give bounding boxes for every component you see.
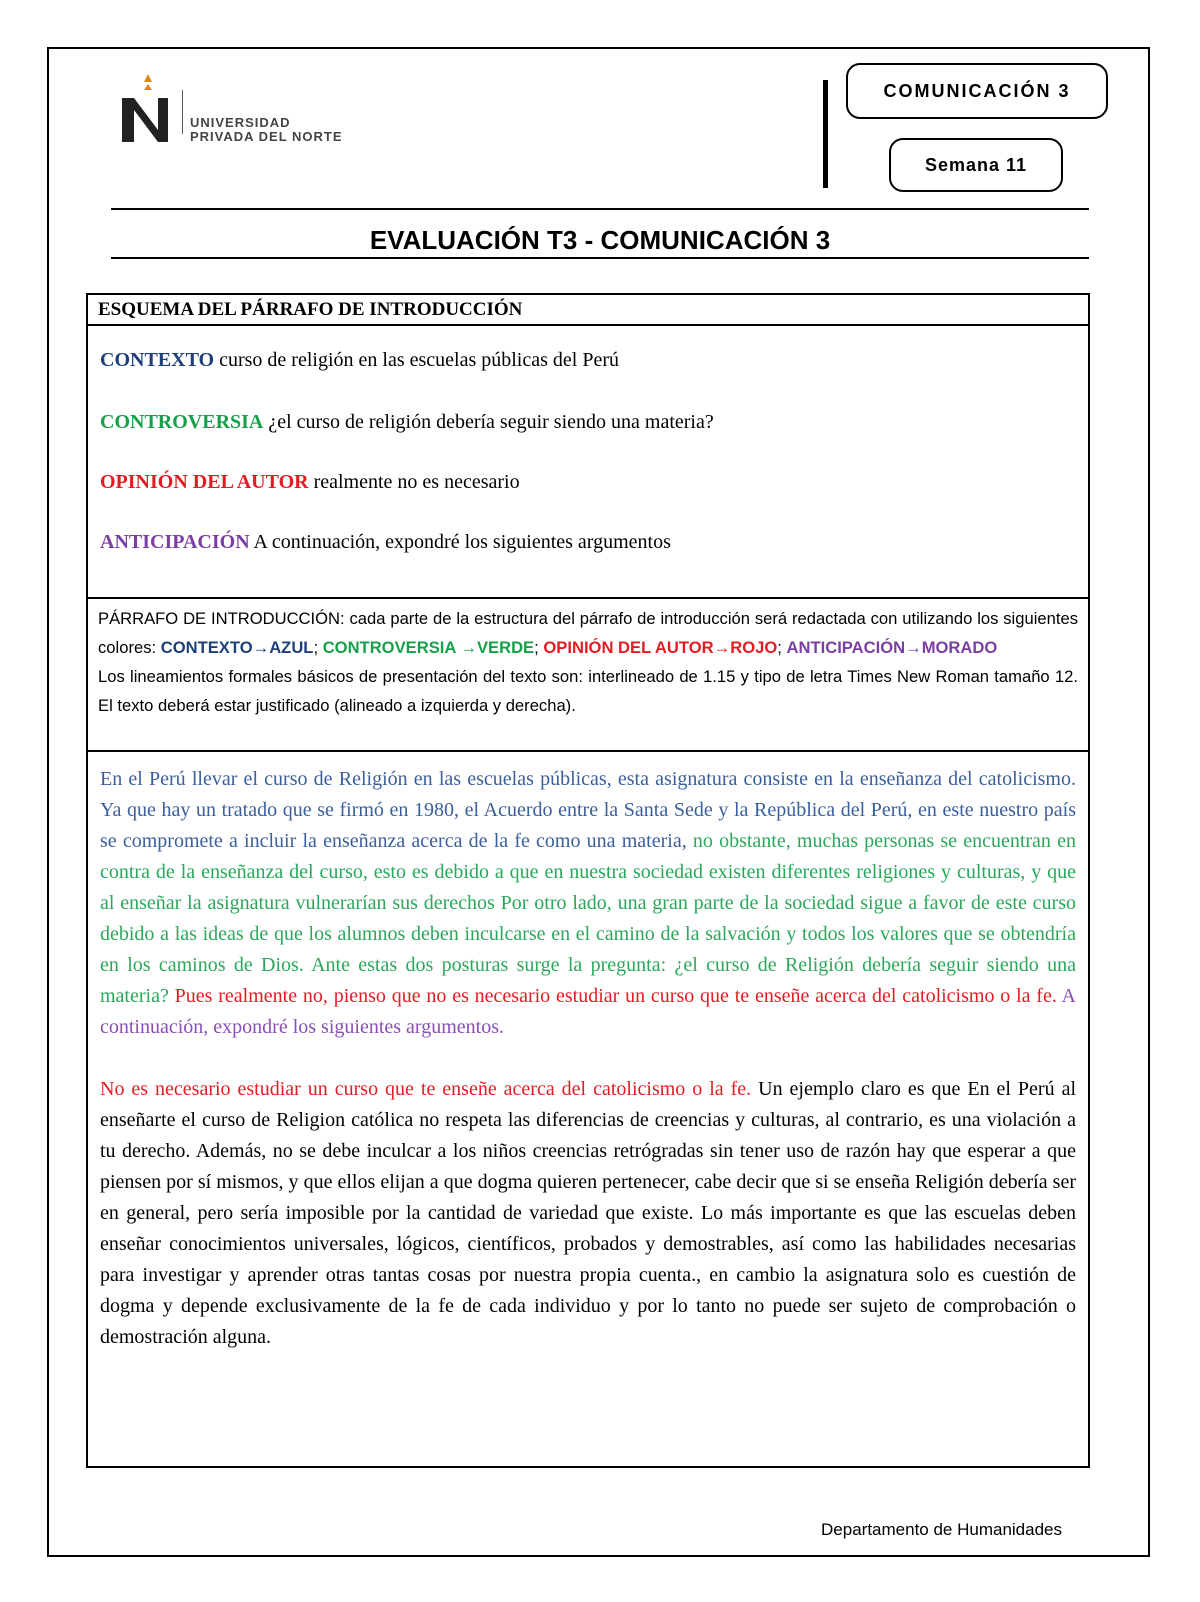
schema-item-anticipacion [100,529,671,555]
schema-heading: ESQUEMA DEL PÁRRAFO DE INTRODUCCIÓN [88,295,1088,326]
essay-p1-controversy: no obstante, muchas personas se encuentran en contra de la enseñanza del curso, esto es debido a que en nuestra sociedad existen diferentes religiones y culturas, y que al enseñar la asignatura vulnerarían sus derechos Por otro lado, una gran parte de la sociedad sigue a favor de este curso debido a las ideas de que los alumnos deben inculcarse en el camino de la salvación y todos los valores que se obtendría en los caminos de Dios. Ante estas dos posturas surge la pregunta: ¿el curso de Religión debería seguir siendo una materia? [100,830,1076,1007]
week-badge: Semana 11 [889,138,1063,192]
university-name [190,116,343,144]
schema-item-contexto [100,347,619,373]
instructions-controversia: CONTROVERSIA →VERDE [322,638,535,657]
schema-text-opinion: realmente no es necesario [308,471,520,493]
schema-label-anticipacion: ANTICIPACIÓN [100,531,250,553]
university-name-line1: UNIVERSIDAD [190,115,291,130]
schema-box [86,293,1090,599]
instructions-format: Los lineamientos formales básicos de presentación del texto son: interlineado de 1.15 y tipo de letra Times New Roman tamaño 12. El texto deberá estar justificado (alineado a izquierda y derecha). [98,667,1078,715]
header-vertical-bar [823,80,828,188]
title-rule-bottom [111,257,1089,259]
essay-p2-thesis: No es necesario estudiar un curso que te enseñe acerca del catolicismo o la fe. [100,1078,752,1100]
logo-divider [182,90,183,134]
instructions-colors [98,604,1078,662]
instructions-sep-1: ; [313,638,323,657]
instructions-box [86,597,1090,752]
paragraph-gap [100,1043,1076,1074]
course-badge: COMUNICACIÓN 3 [846,63,1108,119]
schema-item-controversia [100,409,714,435]
instructions-opinion: OPINIÓN DEL AUTOR→ROJO [543,638,778,657]
schema-label-opinion: OPINIÓN DEL AUTOR [100,471,309,493]
schema-item-opinion [100,469,520,495]
essay-paragraph-2 [100,1074,1076,1353]
essay-p2-body: Un ejemplo claro es que En el Perú al enseñarte el curso de Religion católica no respeta las diferencias de creencias y culturas, al contrario, es una violación a tu derecho. Además, no se debe inculcar a los niños creencias retrógradas sin tener uso de razón hay que esperar a que piensen por sí mismos, y que ellos elijan a que dogma quieren pertenecer, cabe decir que si se enseña Religión debería ser en general, pero sería imposible por la cantidad de variedad que existe. Lo más importante es que las escuelas deben enseñar conocimientos universales, lógicos, científicos, probados y demostrables, así como las habilidades necesarias para investigar y aprender otras tantas cosas por nuestra propia cuenta., en cambio la asignatura solo es cuestión de dogma y depende exclusivamente de la fe de cada individuo y por lo tanto no puede ser sujeto de comprobación o demostración alguna. [100,1078,1076,1348]
instructions-intro: PÁRRAFO DE INTRODUCCIÓN: cada parte de la estructura del párrafo de introducción será redactada con utilizando los siguientes colores: [98,609,1078,657]
essay-p1-context: En el Perú llevar el curso de Religión en las escuelas públicas, esta asignatura consiste en la enseñanza del catolicismo. Ya que hay un tratado que se firmó en 1980, el Acuerdo entre la Santa Sede y la República del Perú, en este nuestro país se compromete a incluir la enseñanza acerca de la fe como una materia, [100,768,1076,852]
instructions-contexto: CONTEXTO→AZUL [160,638,314,657]
university-name-line2: PRIVADA DEL NORTE [190,129,343,144]
schema-text-anticipacion: A continuación, expondré los siguientes argumentos [249,531,671,553]
instructions-sep-3: ; [777,638,787,657]
instructions-sep-2: ; [534,638,544,657]
schema-label-controversia: CONTROVERSIA [100,411,264,433]
footer-department: Departamento de Humanidades [821,1520,1062,1539]
instructions-anticipacion: ANTICIPACIÓN→MORADO [786,638,998,657]
essay-p1-opinion: Pues realmente no, pienso que no es necesario estudiar un curso que te enseñe acerca del catolicismo o la fe. [168,985,1057,1007]
schema-text-contexto: curso de religión en las escuelas públicas del Perú [214,349,619,371]
essay-p1-anticipation: A continuación, expondré los siguientes argumentos. [100,985,1077,1038]
schema-text-controversia: ¿el curso de religión debería seguir siendo una materia? [263,411,714,433]
upn-logo-icon [118,72,180,144]
essay-paragraph-1 [100,764,1076,1043]
page-title: EVALUACIÓN T3 - COMUNICACIÓN 3 [369,225,831,255]
schema-label-contexto: CONTEXTO [100,349,215,371]
title-rule-top [111,208,1089,210]
university-logo [118,72,388,152]
essay-box [86,750,1090,1468]
